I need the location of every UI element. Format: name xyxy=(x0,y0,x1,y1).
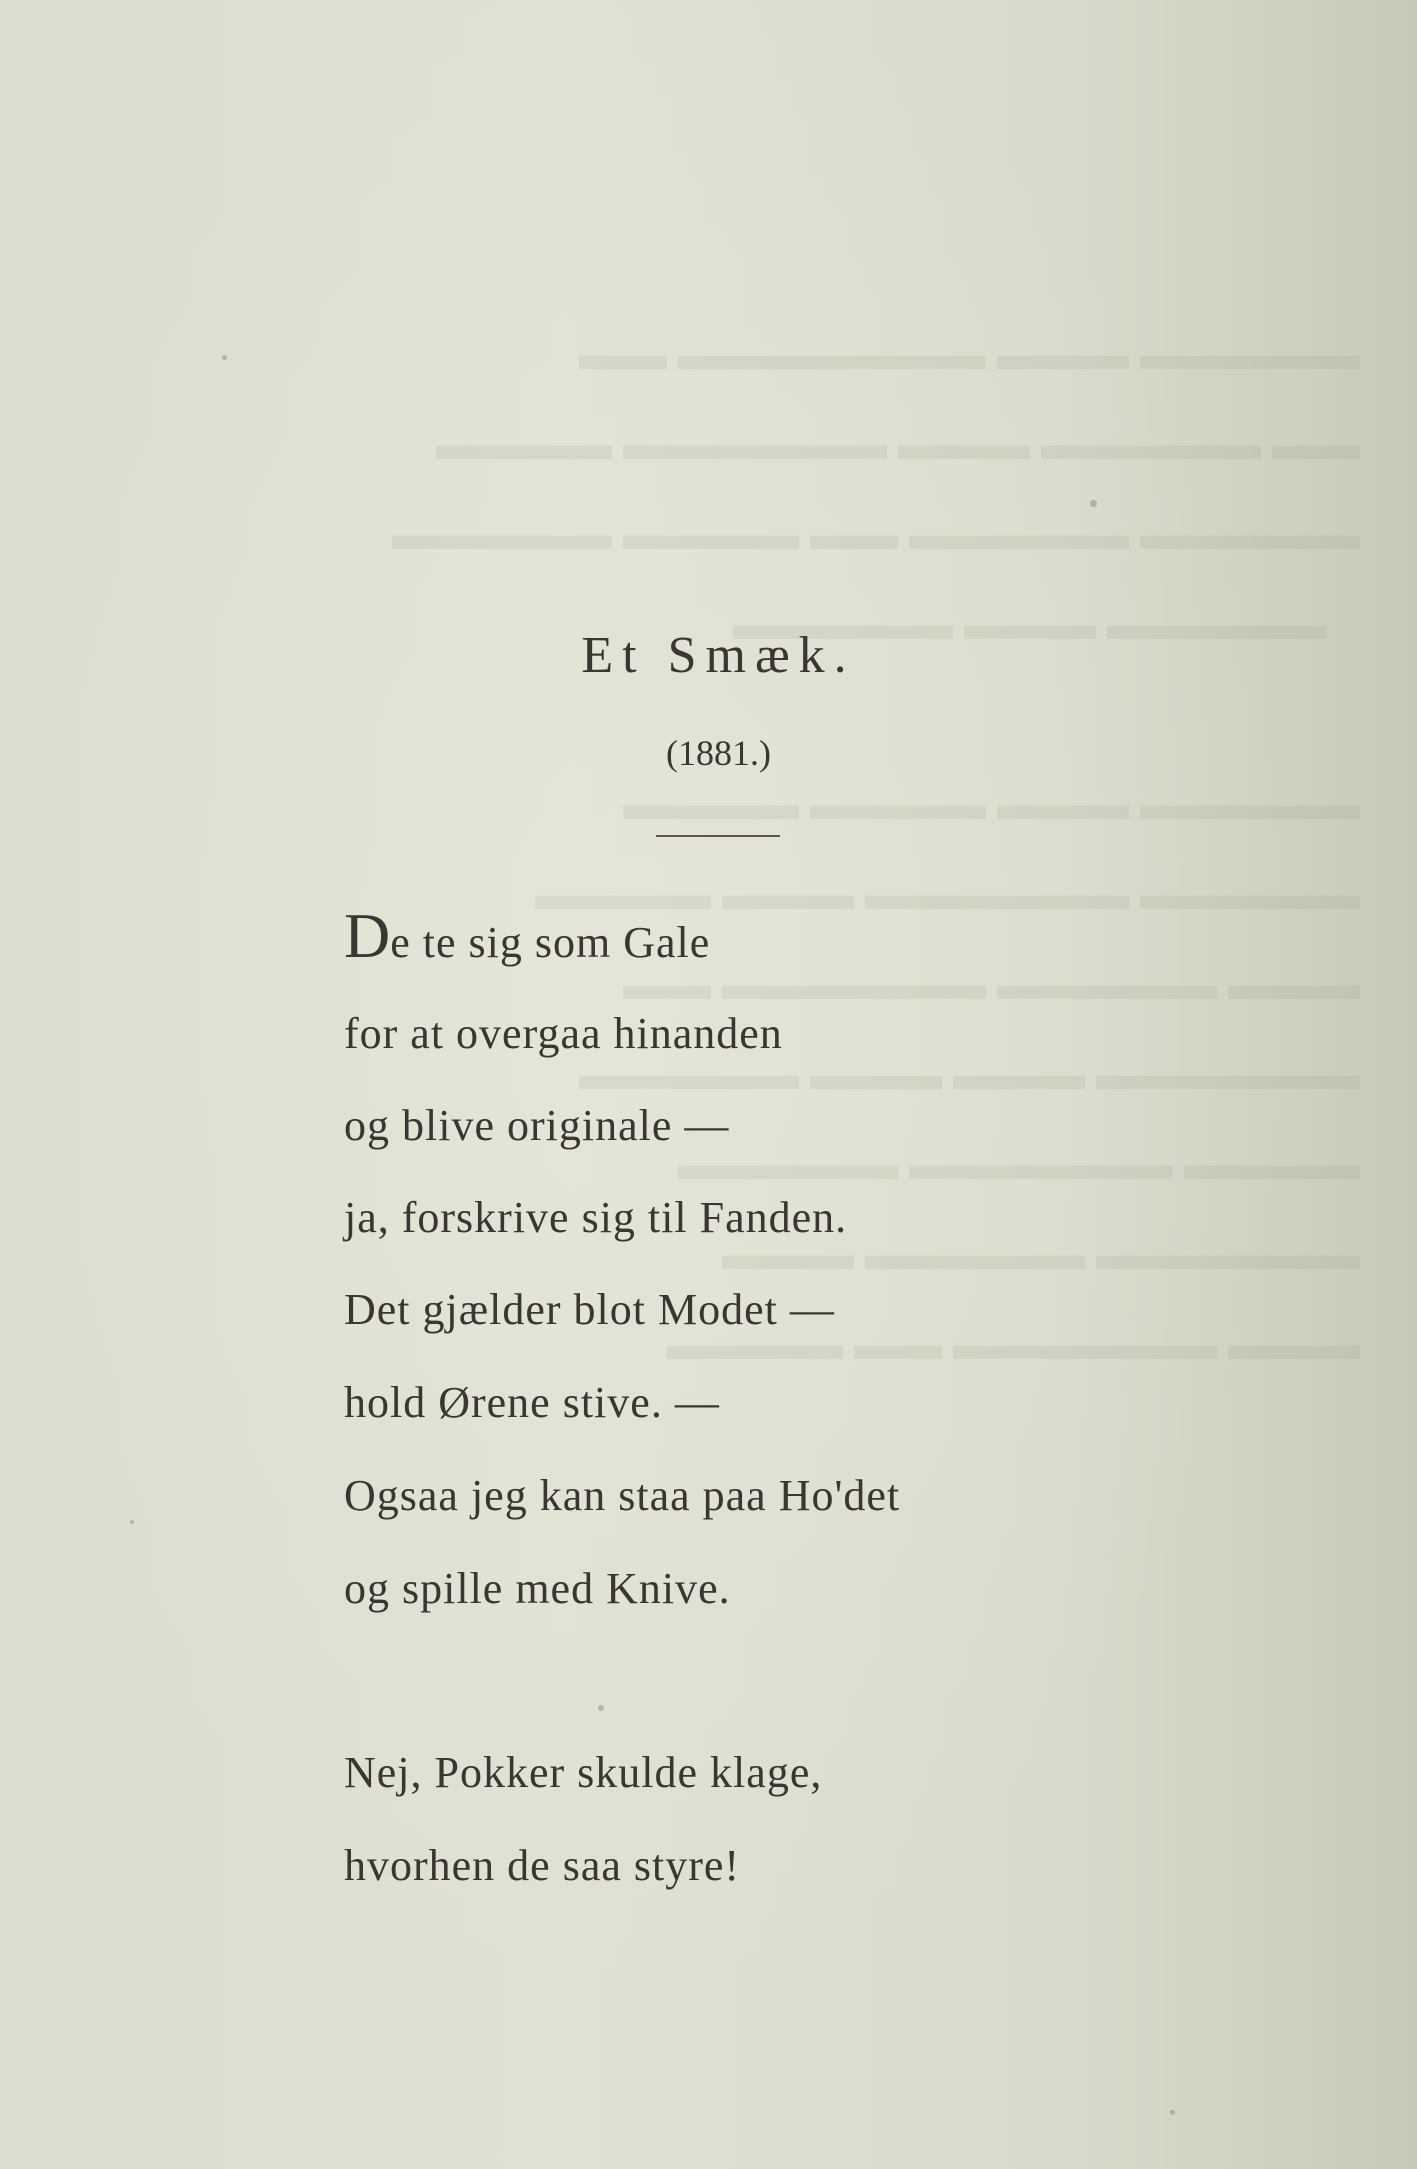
drop-cap-initial: D xyxy=(344,900,391,971)
paper-speck xyxy=(222,355,227,360)
poem-line: ja, forskrive sig til Fanden. xyxy=(344,1193,848,1242)
show-through-texture: ▬▬▬▬▬ ▬▬▬ ▬▬▬▬▬▬▬ ▬▬ ▬▬ ▬▬▬▬▬ ▬▬▬ ▬▬▬▬▬▬ ▬▬▬▬ ▬▬▬▬▬ ▬▬▬▬▬ ▬▬ ▬▬▬▬ ▬▬▬▬▬ ▬▬▬▬▬ ▬▬▬ ▬▬▬▬▬ ▬▬▬▬▬ ▬▬▬ ▬▬▬▬ ▬▬▬▬ ▬▬▬▬▬ ▬▬▬▬▬▬ ▬▬▬ ▬▬▬▬ ▬▬▬ ▬▬▬▬▬ ▬▬▬▬▬▬ ▬▬ ▬▬▬▬▬▬ ▬▬▬ ▬▬▬ ▬▬▬▬▬ ▬▬▬▬ ▬▬▬▬▬▬ ▬▬▬▬▬ ▬▬▬▬▬▬ ▬▬▬▬▬ ▬▬▬ ▬▬▬ ▬▬▬▬▬▬ ▬▬ ▬▬▬▬ xyxy=(392,330,1360,1369)
poem-line: og spille med Knive. xyxy=(344,1564,731,1613)
poem-line: Nej, Pokker skulde klage, xyxy=(344,1748,823,1797)
poem-line: Ogsaa jeg kan staa paa Ho'det xyxy=(344,1471,901,1520)
paper-speck xyxy=(1090,500,1097,507)
poem-year: (1881.) xyxy=(666,733,771,773)
paper-speck xyxy=(130,1520,134,1524)
poem-line: hvorhen de saa styre! xyxy=(344,1841,741,1890)
poem-title: Et Smæk. xyxy=(581,627,856,684)
poem-line: og blive originale — xyxy=(344,1101,730,1150)
poem-line: for at overgaa hinanden xyxy=(344,1009,783,1058)
paper-speck xyxy=(598,1705,604,1711)
paper-speck xyxy=(1170,2110,1175,2115)
poem-line: hold Ørene stive. — xyxy=(344,1378,720,1427)
title-divider-rule xyxy=(656,835,780,837)
poem-line xyxy=(344,900,711,971)
poem-line: Det gjælder blot Modet — xyxy=(344,1285,835,1334)
poem-line-text: e te sig som Gale xyxy=(390,918,711,967)
